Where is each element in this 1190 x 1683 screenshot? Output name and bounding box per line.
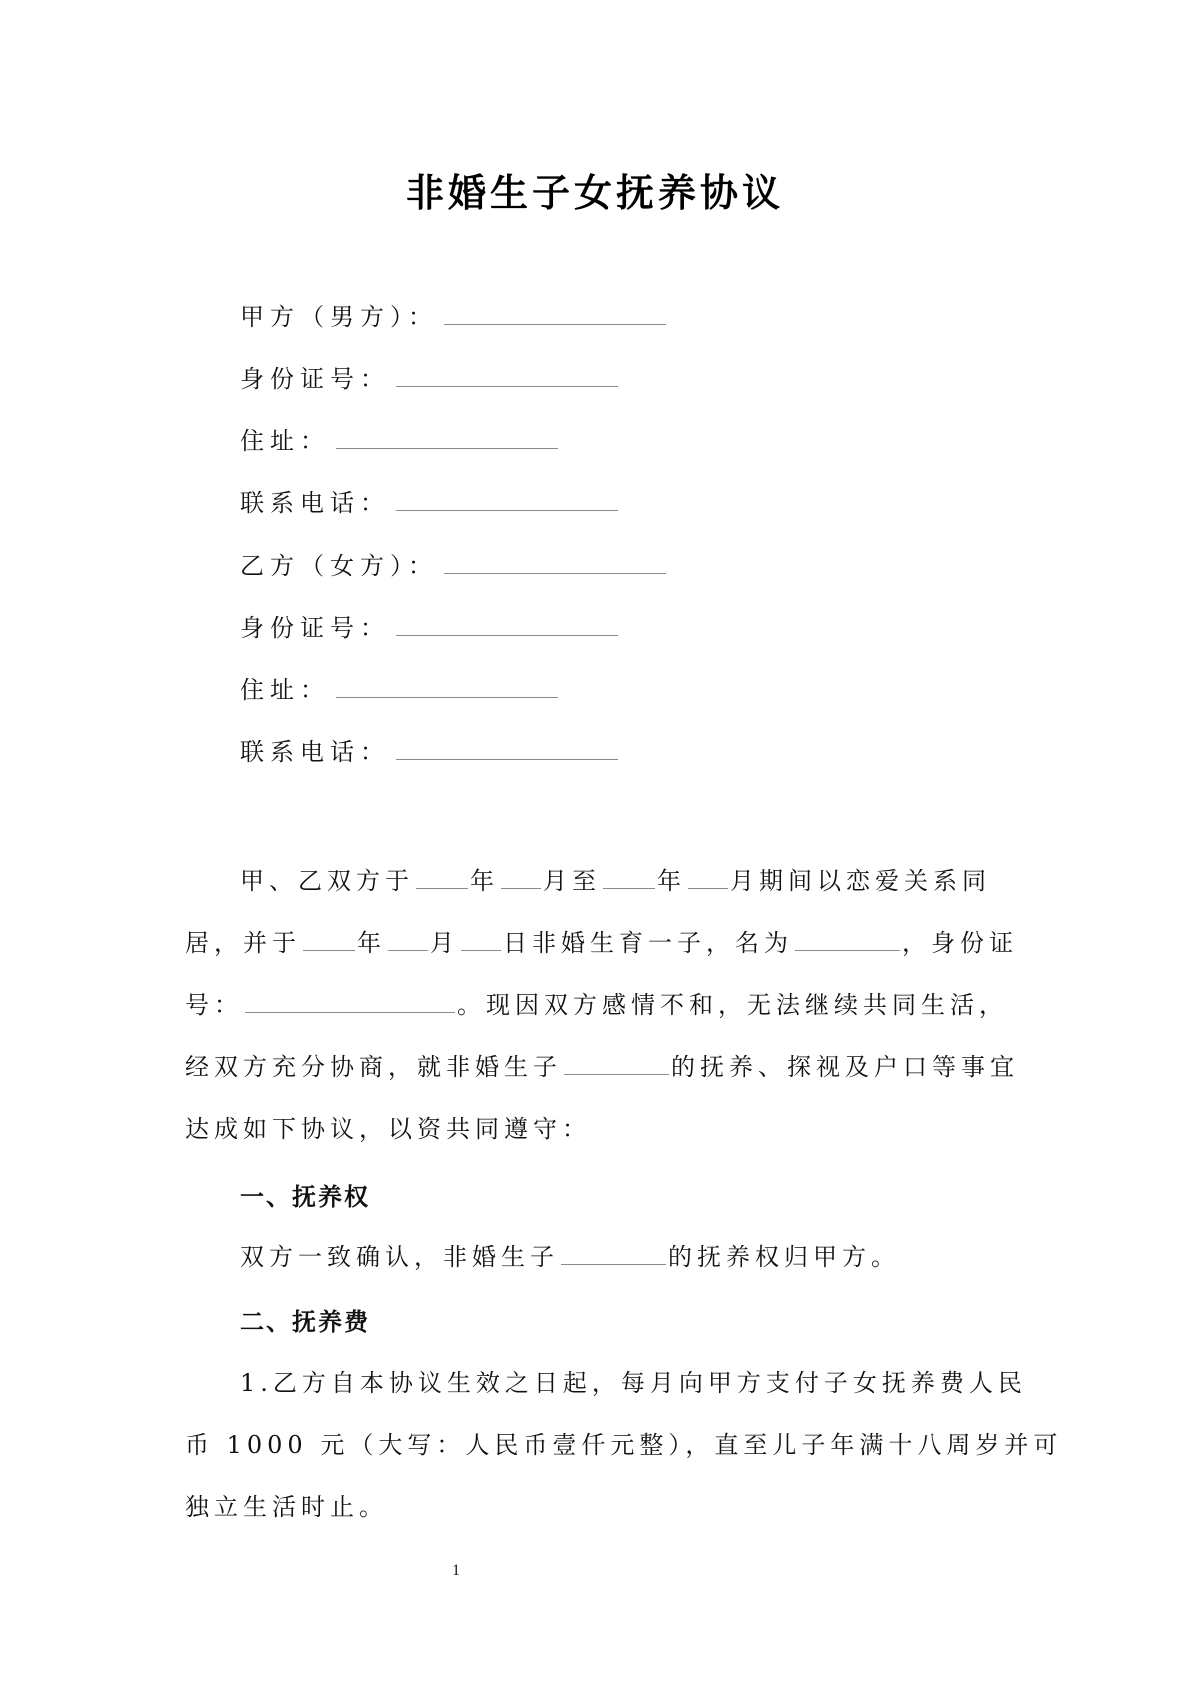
intro-text: 号： (185, 991, 243, 1019)
intro-text: 甲、乙双方于 (240, 867, 414, 895)
intro-text: 月期间以恋爱关系同 (730, 867, 991, 895)
intro-text: 年 (657, 867, 686, 895)
party-a-id-label: 身份证号： (240, 365, 390, 393)
section-1-text: 的抚养权归甲方。 (668, 1243, 900, 1271)
document-title: 非婚生子女抚养协议 (405, 171, 784, 215)
section-1-heading: 一、抚养权 (240, 1183, 370, 1211)
intro-text: 居，并于 (185, 929, 301, 957)
section-2-heading: 二、抚养费 (240, 1308, 370, 1336)
intro-text: 月至 (543, 867, 601, 895)
party-a-phone-label: 联系电话： (240, 489, 390, 517)
child-id-blank[interactable] (245, 990, 455, 1013)
section-1-paragraph (185, 1226, 1015, 1288)
intro-text: 的抚养、探视及户口等事宜 (671, 1053, 1019, 1081)
intro-text: 日非婚生育一子，名为 (503, 929, 793, 957)
party-a-name-blank[interactable] (444, 300, 666, 325)
party-a-name-label: 甲方（男方）： (240, 303, 438, 331)
birth-day-blank[interactable] (461, 928, 501, 951)
page-number: 1 (452, 1562, 460, 1579)
party-b-address-blank[interactable] (336, 673, 558, 698)
party-b-address-label: 住址： (240, 676, 330, 704)
intro-line-1 (185, 850, 1015, 912)
intro-line-2 (185, 912, 1018, 974)
party-b-phone-row (240, 735, 618, 768)
party-a-phone-blank[interactable] (396, 486, 618, 511)
intro-paragraph (185, 850, 1019, 1160)
child-name-blank[interactable] (795, 928, 900, 951)
birth-year-blank[interactable] (303, 928, 355, 951)
party-a-address-blank[interactable] (336, 424, 558, 449)
section-2-paragraph (185, 1352, 1063, 1538)
start-month-blank[interactable] (501, 866, 541, 889)
party-b-id-row (240, 611, 618, 644)
intro-text: 月 (430, 929, 459, 957)
party-b-id-label: 身份证号： (240, 614, 390, 642)
party-a-id-row (240, 362, 618, 395)
section-1-line (185, 1226, 1015, 1288)
party-b-id-blank[interactable] (396, 611, 618, 636)
end-year-blank[interactable] (603, 866, 655, 889)
party-b-name-label: 乙方（女方）： (240, 552, 438, 580)
section-2-line-3: 独立生活时止。 (185, 1493, 388, 1521)
party-b-phone-blank[interactable] (396, 735, 618, 760)
intro-text: 。现因双方感情不和，无法继续共同生活， (457, 991, 1008, 1019)
intro-text: 年 (357, 929, 386, 957)
intro-line-4 (185, 1036, 1019, 1098)
intro-line-3 (185, 974, 1015, 1036)
section-2-line-2: 币 1000 元（大写：人民币壹仟元整），直至儿子年满十八周岁并可 (185, 1431, 1063, 1459)
party-b-phone-label: 联系电话： (240, 738, 390, 766)
start-year-blank[interactable] (416, 866, 468, 889)
party-a-address-label: 住址： (240, 427, 330, 455)
intro-text: 经双方充分协商，就非婚生子 (185, 1053, 562, 1081)
child-name-blank-3[interactable] (561, 1242, 666, 1265)
party-a-phone-row (240, 486, 618, 519)
section-2-line-1: 1.乙方自本协议生效之日起，每月向甲方支付子女抚养费人民 (240, 1369, 1027, 1397)
intro-text: 年 (470, 867, 499, 895)
intro-line-5: 达成如下协议，以资共同遵守： (185, 1115, 591, 1143)
end-month-blank[interactable] (688, 866, 728, 889)
party-a-id-blank[interactable] (396, 362, 618, 387)
party-b-name-blank[interactable] (444, 549, 666, 574)
party-b-address-row (240, 673, 558, 706)
child-name-blank-2[interactable] (564, 1052, 669, 1075)
section-1-text: 双方一致确认，非婚生子 (240, 1243, 559, 1271)
party-a-address-row (240, 424, 558, 457)
party-b-name-row (240, 549, 666, 582)
intro-text: ，身份证 (902, 929, 1018, 957)
party-a-name-row (240, 300, 666, 333)
birth-month-blank[interactable] (388, 928, 428, 951)
